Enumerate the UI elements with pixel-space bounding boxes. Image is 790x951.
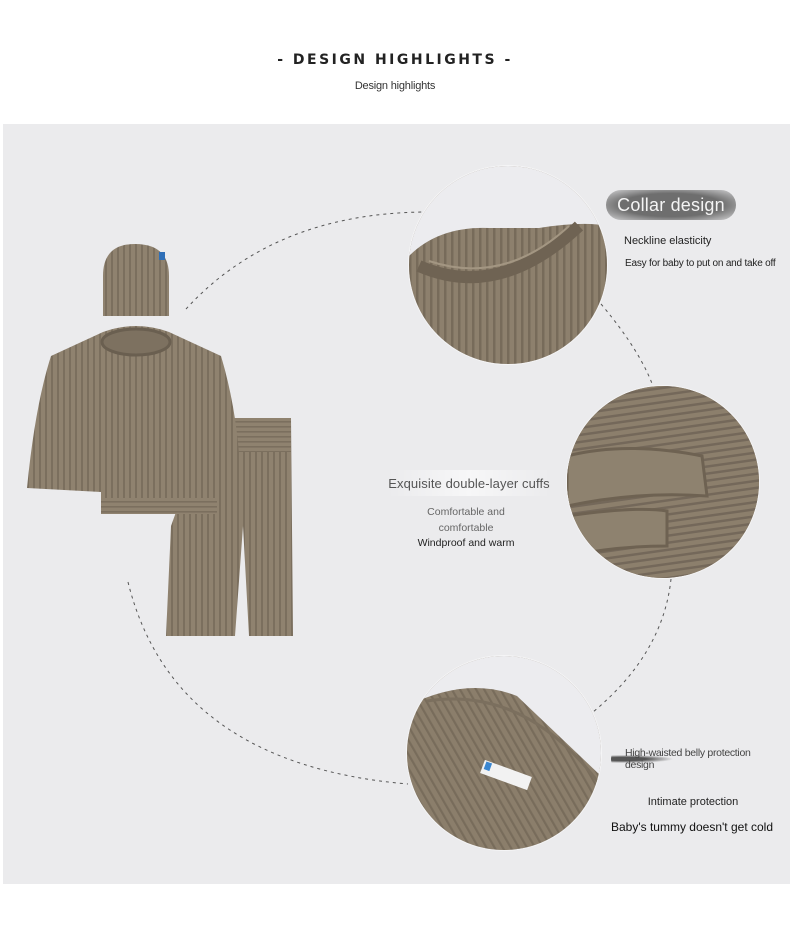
collar-title-pill [606,190,736,220]
header-subtitle: Design highlights [354,80,436,92]
cuffs-title: Exquisite double-layer cuffs [388,475,550,491]
cuffs-line1: Comfortable and [427,506,505,518]
waist-title: High-waisted belly protection design [625,747,751,771]
header-title: - DESIGN HIGHLIGHTS - [277,52,513,68]
collar-closeup-image [409,166,607,364]
cuffs-line2: comfortable [438,522,494,534]
highlights-panel [3,124,790,884]
cuff-closeup-image [567,386,759,578]
collar-line1: Neckline elasticity [624,235,712,247]
cuffs-line3: Windproof and warm [417,537,515,549]
waist-line1: Intimate protection [647,796,739,808]
waistband-closeup-image [407,656,601,850]
collar-line2: Easy for baby to put on and take off [625,258,776,269]
waist-title-pill [611,746,781,772]
waist-line2: Baby's tummy doesn't get cold [611,820,773,834]
knit-set-image [21,236,301,646]
collar-title: Collar design [617,194,725,215]
cuffs-title-bar [387,470,551,496]
